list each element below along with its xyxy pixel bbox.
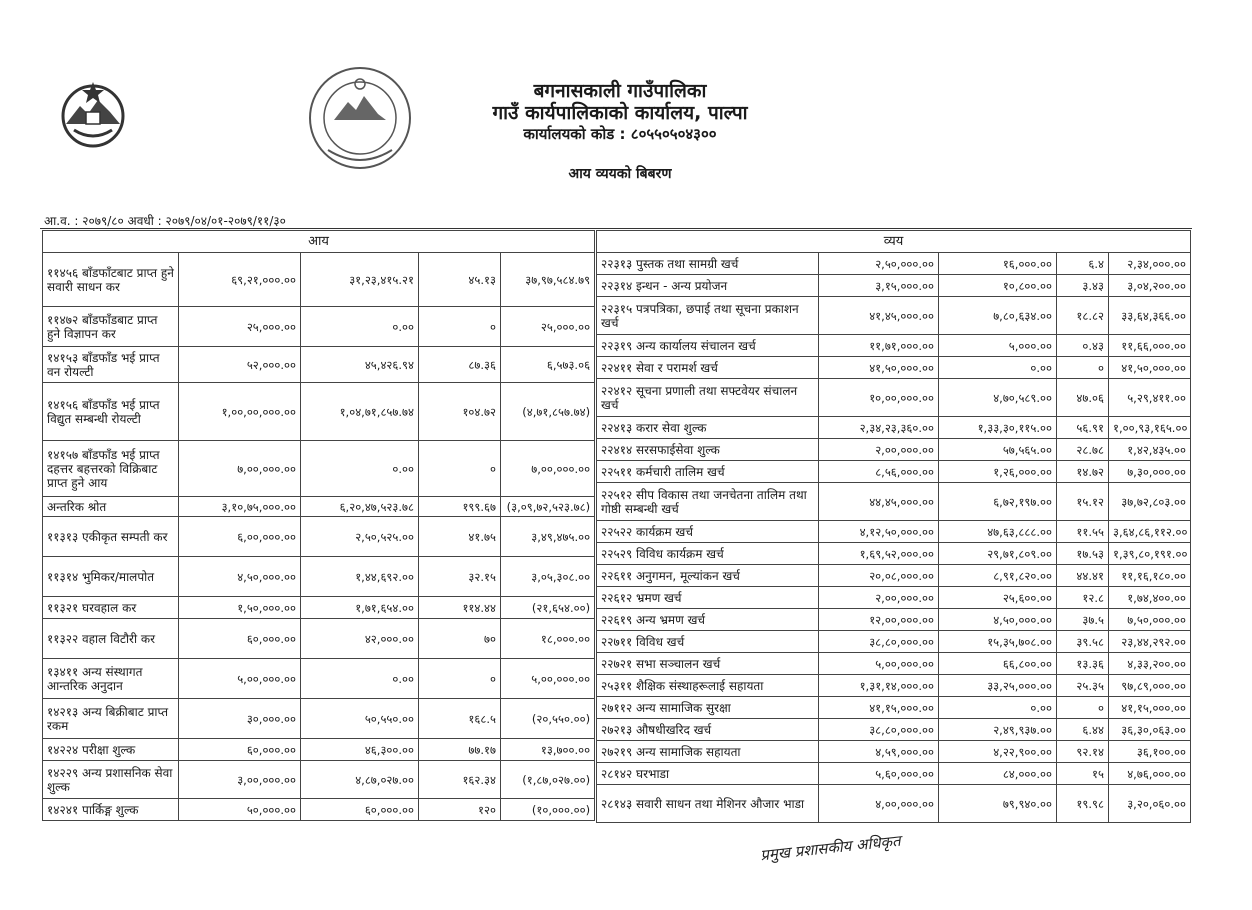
row-balance: ४१,१५,०००.००	[1109, 697, 1191, 719]
row-actual: १५,३५,७०८.००	[939, 631, 1057, 653]
row-description: २२६१९ अन्य भ्रमण खर्च	[597, 609, 819, 631]
row-balance: ३,६४,८६,११२.००	[1109, 521, 1191, 543]
row-budget: २०,०८,०००.००	[819, 565, 939, 587]
row-actual: ५७,५६५.००	[939, 439, 1057, 461]
row-percent: ६.४	[1057, 253, 1109, 275]
row-description: २२४१३ करार सेवा शुल्क	[597, 417, 819, 439]
row-percent: ०	[1057, 697, 1109, 719]
divider	[40, 228, 1192, 229]
row-budget: ६०,०००.००	[179, 619, 301, 659]
table-row	[43, 619, 595, 659]
row-description: २७२१९ अन्य सामाजिक सहायता	[597, 741, 819, 763]
row-percent: ४४.४१	[1057, 565, 1109, 587]
row-balance: ३,२०,०६०.००	[1109, 785, 1191, 823]
row-percent: ११.५५	[1057, 521, 1109, 543]
row-description: २२७२१ सभा सञ्चालन खर्च	[597, 653, 819, 675]
row-budget: ६९,२१,०००.००	[179, 253, 301, 307]
row-balance: १,३९,८०,१९१.००	[1109, 543, 1191, 565]
row-description: २२३१३ पुस्तक तथा सामग्री खर्च	[597, 253, 819, 275]
row-percent: ०	[419, 307, 501, 347]
row-balance: (२०,५५०.००)	[501, 699, 595, 739]
row-budget: ११,७१,०००.००	[819, 335, 939, 357]
nepal-emblem-icon	[52, 72, 134, 154]
row-percent: १९९.६७	[419, 497, 501, 517]
row-percent: ०	[1057, 357, 1109, 379]
row-description: १४२१३ अन्य बिक्रीबाट प्राप्त रकम	[43, 699, 179, 739]
row-balance: ४,७६,०००.००	[1109, 763, 1191, 785]
row-actual: १,४४,६९२.००	[301, 557, 419, 597]
row-percent: १५.१२	[1057, 483, 1109, 521]
row-actual: ६,२०,४७,५२३.७८	[301, 497, 419, 517]
office-code: कार्यालयको कोड : ८०५५०५०४३००	[523, 125, 717, 143]
row-actual: १६,०००.००	[939, 253, 1057, 275]
row-description: २२४११ सेवा र परामर्श खर्च	[597, 357, 819, 379]
row-budget: २५,०००.००	[179, 307, 301, 347]
row-balance: १,७४,४००.००	[1109, 587, 1191, 609]
row-balance: १,००,९३,१६५.००	[1109, 417, 1191, 439]
row-percent: १६२.३४	[419, 761, 501, 799]
municipality-seal-icon	[298, 58, 428, 188]
table-row	[43, 347, 595, 383]
row-budget: ४१,५०,०००.००	[819, 357, 939, 379]
row-budget: ५,००,०००.००	[819, 653, 939, 675]
row-balance: ११,१६,१८०.००	[1109, 565, 1191, 587]
row-budget: २,००,०००.००	[819, 587, 939, 609]
table-row	[597, 253, 1191, 275]
row-balance: (१०,०००.००)	[501, 799, 595, 821]
row-description: २२५२२ कार्यक्रम खर्च	[597, 521, 819, 543]
row-actual: १०,८००.००	[939, 275, 1057, 297]
table-row	[597, 763, 1191, 785]
table-row	[597, 565, 1191, 587]
row-budget: ३८,८०,०००.००	[819, 719, 939, 741]
row-budget: ३,००,०००.००	[179, 761, 301, 799]
row-balance: ३,४९,४७५.००	[501, 517, 595, 557]
row-budget: ६,००,०००.००	[179, 517, 301, 557]
row-balance: ३३,६४,३६६.००	[1109, 297, 1191, 335]
row-percent: ३.४३	[1057, 275, 1109, 297]
table-row	[43, 557, 595, 597]
row-actual: २,५०,५२५.००	[301, 517, 419, 557]
row-balance: ३६,१००.००	[1109, 741, 1191, 763]
table-row	[597, 609, 1191, 631]
row-balance: ३७,७२,८०३.००	[1109, 483, 1191, 521]
income-table	[42, 230, 595, 821]
row-balance: ४,३३,२००.००	[1109, 653, 1191, 675]
table-row	[43, 761, 595, 799]
row-description: १४२२९ अन्य प्रशासनिक सेवा शुल्क	[43, 761, 179, 799]
row-percent: ५६.९१	[1057, 417, 1109, 439]
row-percent: २८.७८	[1057, 439, 1109, 461]
row-actual: ४७,६३,८८८.००	[939, 521, 1057, 543]
table-row	[43, 497, 595, 517]
row-percent: ३२.१५	[419, 557, 501, 597]
table-row	[43, 659, 595, 699]
row-actual: ७९,९४०.००	[939, 785, 1057, 823]
row-balance: २३,४४,२९२.००	[1109, 631, 1191, 653]
row-budget: ४,००,०००.००	[819, 785, 939, 823]
row-percent: १४.७२	[1057, 461, 1109, 483]
table-row	[597, 587, 1191, 609]
row-description: १४२४१ पार्किङ्ग शुल्क	[43, 799, 179, 821]
row-description: २२६११ अनुगमन, मूल्यांकन खर्च	[597, 565, 819, 587]
row-actual: ०.००	[301, 307, 419, 347]
table-row	[597, 417, 1191, 439]
row-budget: २,००,०००.००	[819, 439, 939, 461]
table-row	[597, 379, 1191, 417]
row-actual: ४,५०,०००.००	[939, 609, 1057, 631]
income-rows	[43, 253, 595, 821]
row-budget: ४१,४५,०००.००	[819, 297, 939, 335]
row-actual: ०.००	[301, 659, 419, 699]
row-description: १४१५३ बाँडफाँड भई प्राप्त वन रोयल्टी	[43, 347, 179, 383]
table-row	[597, 653, 1191, 675]
row-description: १४१५७ बाँडफाँड भई प्राप्त दहत्तर बहत्तरको विक्रिबाट प्राप्त हुने आय	[43, 441, 179, 497]
row-budget: ४,१२,५०,०००.००	[819, 521, 939, 543]
row-percent: १९.९८	[1057, 785, 1109, 823]
row-actual: ६६,८००.००	[939, 653, 1057, 675]
row-balance: ३,०४,२००.००	[1109, 275, 1191, 297]
row-description: २७२१३ औषधीखरिद खर्च	[597, 719, 819, 741]
row-description: २५३११ शैक्षिक संस्थाहरूलाई सहायता	[597, 675, 819, 697]
row-budget: १,००,००,०००.००	[179, 383, 301, 441]
row-percent: ३९.५८	[1057, 631, 1109, 653]
row-description: २२६१२ भ्रमण खर्च	[597, 587, 819, 609]
table-row	[597, 335, 1191, 357]
row-description: २२४१२ सूचना प्रणाली तथा सफ्टवेयर संचालन खर्च	[597, 379, 819, 417]
table-row	[597, 719, 1191, 741]
row-budget: २,५०,०००.००	[819, 253, 939, 275]
table-row	[43, 383, 595, 441]
table-row	[43, 517, 595, 557]
table-row	[597, 297, 1191, 335]
row-description: ११३१४ भुमिकर/मालपोत	[43, 557, 179, 597]
row-balance: ३७,९७,५८४.७९	[501, 253, 595, 307]
table-row	[597, 461, 1191, 483]
table-row	[597, 543, 1191, 565]
row-actual: ४,२२,९००.००	[939, 741, 1057, 763]
row-description: २८१४२ घरभाडा	[597, 763, 819, 785]
row-percent: ८७.३६	[419, 347, 501, 383]
row-description: २२३१४ इन्धन - अन्य प्रयोजन	[597, 275, 819, 297]
table-row	[597, 631, 1191, 653]
row-percent: ०	[419, 441, 501, 497]
row-budget: १,५०,०००.००	[179, 597, 301, 619]
table-row	[597, 521, 1191, 543]
table-row	[43, 799, 595, 821]
row-balance: २५,०००.००	[501, 307, 595, 347]
row-percent: ३७.५	[1057, 609, 1109, 631]
table-row	[43, 307, 595, 347]
table-row	[597, 741, 1191, 763]
row-balance: ३,०५,३०८.००	[501, 557, 595, 597]
row-actual: ०.००	[301, 441, 419, 497]
row-budget: ६०,०००.००	[179, 739, 301, 761]
row-balance: ७,३०,०००.००	[1109, 461, 1191, 483]
row-actual: २९,७१,८०९.००	[939, 543, 1057, 565]
row-percent: १६८.५	[419, 699, 501, 739]
signature: प्रमुख प्रशासकीय अधिकृत	[759, 831, 902, 865]
table-row	[597, 697, 1191, 719]
table-row	[597, 483, 1191, 521]
row-percent: ०	[419, 659, 501, 699]
income-heading: आय	[43, 231, 595, 253]
row-actual: ७,८०,६३४.००	[939, 297, 1057, 335]
row-percent: ७०	[419, 619, 501, 659]
row-balance: ७,००,०००.००	[501, 441, 595, 497]
row-description: २२५११ कर्मचारी तालिम खर्च	[597, 461, 819, 483]
row-budget: ४४,४५,०००.००	[819, 483, 939, 521]
row-percent: १०४.७२	[419, 383, 501, 441]
row-percent: ४७.०६	[1057, 379, 1109, 417]
row-actual: ४,८७,०२७.००	[301, 761, 419, 799]
table-row	[43, 253, 595, 307]
row-budget: ५२,०००.००	[179, 347, 301, 383]
row-budget: ४१,१५,०००.००	[819, 697, 939, 719]
row-percent: १५	[1057, 763, 1109, 785]
row-percent: ६.४४	[1057, 719, 1109, 741]
row-balance: (२१,६५४.००)	[501, 597, 595, 619]
row-percent: १२०	[419, 799, 501, 821]
table-row	[597, 439, 1191, 461]
row-description: ११४७२ बाँडफाँडबाट प्राप्त हुने विज्ञापन कर	[43, 307, 179, 347]
row-budget: ३,१०,७५,०००.००	[179, 497, 301, 517]
row-budget: ५०,०००.००	[179, 799, 301, 821]
row-actual: ४,७०,५८९.००	[939, 379, 1057, 417]
row-budget: १०,००,०००.००	[819, 379, 939, 417]
row-percent: १२.८	[1057, 587, 1109, 609]
row-actual: ३३,२५,०००.००	[939, 675, 1057, 697]
fiscal-year-period: आ.व. : २०७९/८० अवधी : २०७९/०४/०१-२०७९/११/३०	[44, 214, 286, 228]
table-row	[597, 275, 1191, 297]
row-actual: ०.००	[939, 357, 1057, 379]
expense-table	[596, 230, 1191, 823]
row-balance: (१,८७,०२७.००)	[501, 761, 595, 799]
table-row	[597, 785, 1191, 823]
row-actual: ८,९१,८२०.००	[939, 565, 1057, 587]
row-actual: ६,७२,१९७.००	[939, 483, 1057, 521]
row-percent: ४५.१३	[419, 253, 501, 307]
office-header	[440, 80, 800, 144]
row-balance: १८,०००.००	[501, 619, 595, 659]
row-description: ११३१३ एकीकृत सम्पती कर	[43, 517, 179, 557]
table-row	[597, 675, 1191, 697]
row-balance: ९७,८९,०००.००	[1109, 675, 1191, 697]
row-description: २२७११ विविध खर्च	[597, 631, 819, 653]
table-row	[43, 699, 595, 739]
row-percent: १३.३६	[1057, 653, 1109, 675]
row-budget: ५,००,०००.००	[179, 659, 301, 699]
table-row	[43, 441, 595, 497]
row-actual: १,३३,३०,११५.००	[939, 417, 1057, 439]
row-balance: (४,७१,८५७.७४)	[501, 383, 595, 441]
row-balance: ६,५७३.०६	[501, 347, 595, 383]
municipality-name: बगनासकाली गाउँपालिका	[533, 80, 707, 102]
row-description: १३४११ अन्य संस्थागत आन्तरिक अनुदान	[43, 659, 179, 699]
row-balance: २,३४,०००.००	[1109, 253, 1191, 275]
row-budget: ८,५६,०००.००	[819, 461, 939, 483]
row-actual: ०.००	[939, 697, 1057, 719]
row-balance: (३,०९,७२,५२३.७८)	[501, 497, 595, 517]
row-description: अन्तरिक श्रोत	[43, 497, 179, 517]
row-balance: ५,२९,४११.००	[1109, 379, 1191, 417]
row-budget: ३०,०००.००	[179, 699, 301, 739]
row-description: २२३१५ पत्रपत्रिका, छपाई तथा सूचना प्रकाशन खर्च	[597, 297, 819, 335]
row-description: २२५२९ विविध कार्यक्रम खर्च	[597, 543, 819, 565]
row-budget: १,६९,५२,०००.००	[819, 543, 939, 565]
expense-heading: व्यय	[597, 231, 1191, 253]
row-description: ११३२१ घरवहाल कर	[43, 597, 179, 619]
row-actual: ३१,२३,४१५.२१	[301, 253, 419, 307]
row-budget: ३८,८०,०००.००	[819, 631, 939, 653]
row-balance: ३६,३०,०६३.००	[1109, 719, 1191, 741]
row-percent: ११४.४४	[419, 597, 501, 619]
row-percent: ९२.१४	[1057, 741, 1109, 763]
row-balance: ७,५०,०००.००	[1109, 609, 1191, 631]
row-description: ११४५६ बाँडफाँटबाट प्राप्त हुने सवारी साधन कर	[43, 253, 179, 307]
expense-rows	[597, 253, 1191, 823]
row-actual: १,२६,०००.००	[939, 461, 1057, 483]
row-actual: २,४९,९३७.००	[939, 719, 1057, 741]
report-title: आय व्ययको बिबरण	[568, 166, 672, 182]
row-budget: ५,६०,०००.००	[819, 763, 939, 785]
row-actual: ८४,०००.००	[939, 763, 1057, 785]
row-actual: ४६,३००.००	[301, 739, 419, 761]
row-balance: ४१,५०,०००.००	[1109, 357, 1191, 379]
row-budget: ३,१५,०००.००	[819, 275, 939, 297]
row-budget: १२,००,०००.००	[819, 609, 939, 631]
table-row	[43, 597, 595, 619]
row-percent: २५.३५	[1057, 675, 1109, 697]
row-description: १४१५६ बाँडफाँड भई प्राप्त विद्युत सम्बन्धी रोयल्टी	[43, 383, 179, 441]
row-budget: ४,५९,०००.००	[819, 741, 939, 763]
row-percent: ०.४३	[1057, 335, 1109, 357]
row-budget: १,३१,१४,०००.००	[819, 675, 939, 697]
row-budget: २,३४,२३,३६०.००	[819, 417, 939, 439]
row-description: १४२२४ परीक्षा शुल्क	[43, 739, 179, 761]
row-actual: ६०,०००.००	[301, 799, 419, 821]
row-description: २८१४३ सवारी साधन तथा मेशिनर औजार भाडा	[597, 785, 819, 823]
row-percent: ४१.७५	[419, 517, 501, 557]
row-description: ११३२२ वहाल विटौरी कर	[43, 619, 179, 659]
row-percent: ७७.१७	[419, 739, 501, 761]
row-actual: २५,६००.००	[939, 587, 1057, 609]
row-percent: १८.८२	[1057, 297, 1109, 335]
table-row	[43, 739, 595, 761]
row-budget: ७,००,०००.००	[179, 441, 301, 497]
row-actual: ५,०००.००	[939, 335, 1057, 357]
row-actual: ५०,५५०.००	[301, 699, 419, 739]
row-balance: ५,००,०००.००	[501, 659, 595, 699]
row-description: २७११२ अन्य सामाजिक सुरक्षा	[597, 697, 819, 719]
row-description: २२३१९ अन्य कार्यालय संचालन खर्च	[597, 335, 819, 357]
row-description: २२४१४ सरसफाईसेवा शुल्क	[597, 439, 819, 461]
row-percent: १७.५३	[1057, 543, 1109, 565]
table-row	[597, 357, 1191, 379]
row-balance: ११,६६,०००.००	[1109, 335, 1191, 357]
row-actual: १,७१,६५४.००	[301, 597, 419, 619]
row-actual: ४२,०००.००	[301, 619, 419, 659]
office-name: गाउँ कार्यपालिकाको कार्यालय, पाल्पा	[492, 102, 748, 124]
row-actual: १,०४,७१,८५७.७४	[301, 383, 419, 441]
row-budget: ४,५०,०००.००	[179, 557, 301, 597]
row-description: २२५१२ सीप विकास तथा जनचेतना तालिम तथा गोष्ठी सम्बन्धी खर्च	[597, 483, 819, 521]
row-actual: ४५,४२६.९४	[301, 347, 419, 383]
row-balance: १३,७००.००	[501, 739, 595, 761]
row-balance: १,४२,४३५.००	[1109, 439, 1191, 461]
